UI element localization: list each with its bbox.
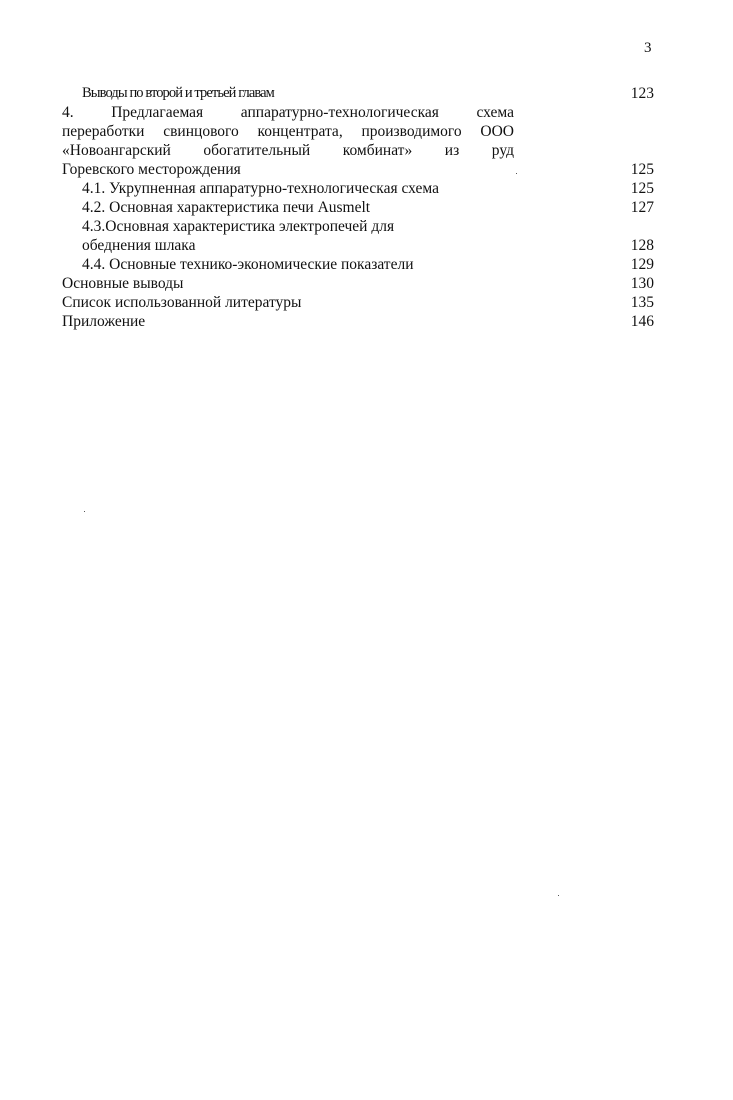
toc-entry-title: 4.2. Основная характеристика печи Ausmelt bbox=[82, 199, 371, 216]
toc-entry-title: Основные выводы bbox=[62, 275, 184, 292]
toc-entry-chapter-4 bbox=[62, 103, 654, 179]
toc-entry-4-1 bbox=[62, 179, 654, 198]
scan-speck bbox=[516, 173, 517, 174]
toc-entry-page: 146 bbox=[630, 313, 654, 330]
toc-entry-page: 130 bbox=[630, 275, 654, 292]
toc-entry-title-line: обеднения шлака bbox=[82, 237, 196, 254]
toc-entry-4-4 bbox=[62, 255, 654, 274]
toc-entry-title-line: переработки свинцового концентрата, производимого ООО bbox=[62, 123, 514, 140]
toc-entry-title-line: 4.3.Основная характеристика электропечей для bbox=[82, 218, 395, 235]
toc-entry-conclusions-ch2-3 bbox=[62, 84, 654, 103]
toc-entry-title-line: Горевского месторождения bbox=[62, 161, 241, 178]
toc-entry-main-conclusions bbox=[62, 274, 654, 293]
toc-entry-title: 4.1. Укрупненная аппаратурно-технологическая схема bbox=[82, 180, 439, 197]
toc-entry-title: 4.4. Основные технико-экономические показатели bbox=[82, 256, 414, 273]
table-of-contents bbox=[62, 84, 654, 331]
page-number: 3 bbox=[644, 40, 652, 56]
toc-entry-appendix bbox=[62, 312, 654, 331]
toc-entry-4-3 bbox=[62, 217, 654, 255]
toc-entry-title-line: «Новоангарский обогатительный комбинат» из руд bbox=[62, 142, 514, 159]
toc-entry-title: Выводы по второй и третьей главам bbox=[82, 85, 274, 101]
toc-entry-title-line: 4. Предлагаемая аппаратурно-технологическая схема bbox=[62, 104, 514, 121]
toc-entry-page: 127 bbox=[630, 199, 654, 216]
toc-entry-page: 135 bbox=[630, 294, 654, 311]
toc-entry-page: 129 bbox=[630, 256, 654, 273]
toc-entry-page: 123 bbox=[630, 85, 654, 102]
toc-entry-title: Приложение bbox=[62, 313, 146, 330]
toc-entry-page: 125 bbox=[630, 180, 654, 197]
toc-entry-4-2 bbox=[62, 198, 654, 217]
toc-entry-title bbox=[62, 103, 514, 179]
toc-entry-references bbox=[62, 293, 654, 312]
toc-entry-title bbox=[62, 217, 394, 255]
toc-entry-page: 128 bbox=[630, 237, 654, 254]
scan-speck bbox=[84, 511, 85, 512]
toc-entry-page: 125 bbox=[630, 161, 654, 178]
toc-entry-title: Список использованной литературы bbox=[62, 294, 302, 311]
scan-speck bbox=[558, 895, 559, 896]
